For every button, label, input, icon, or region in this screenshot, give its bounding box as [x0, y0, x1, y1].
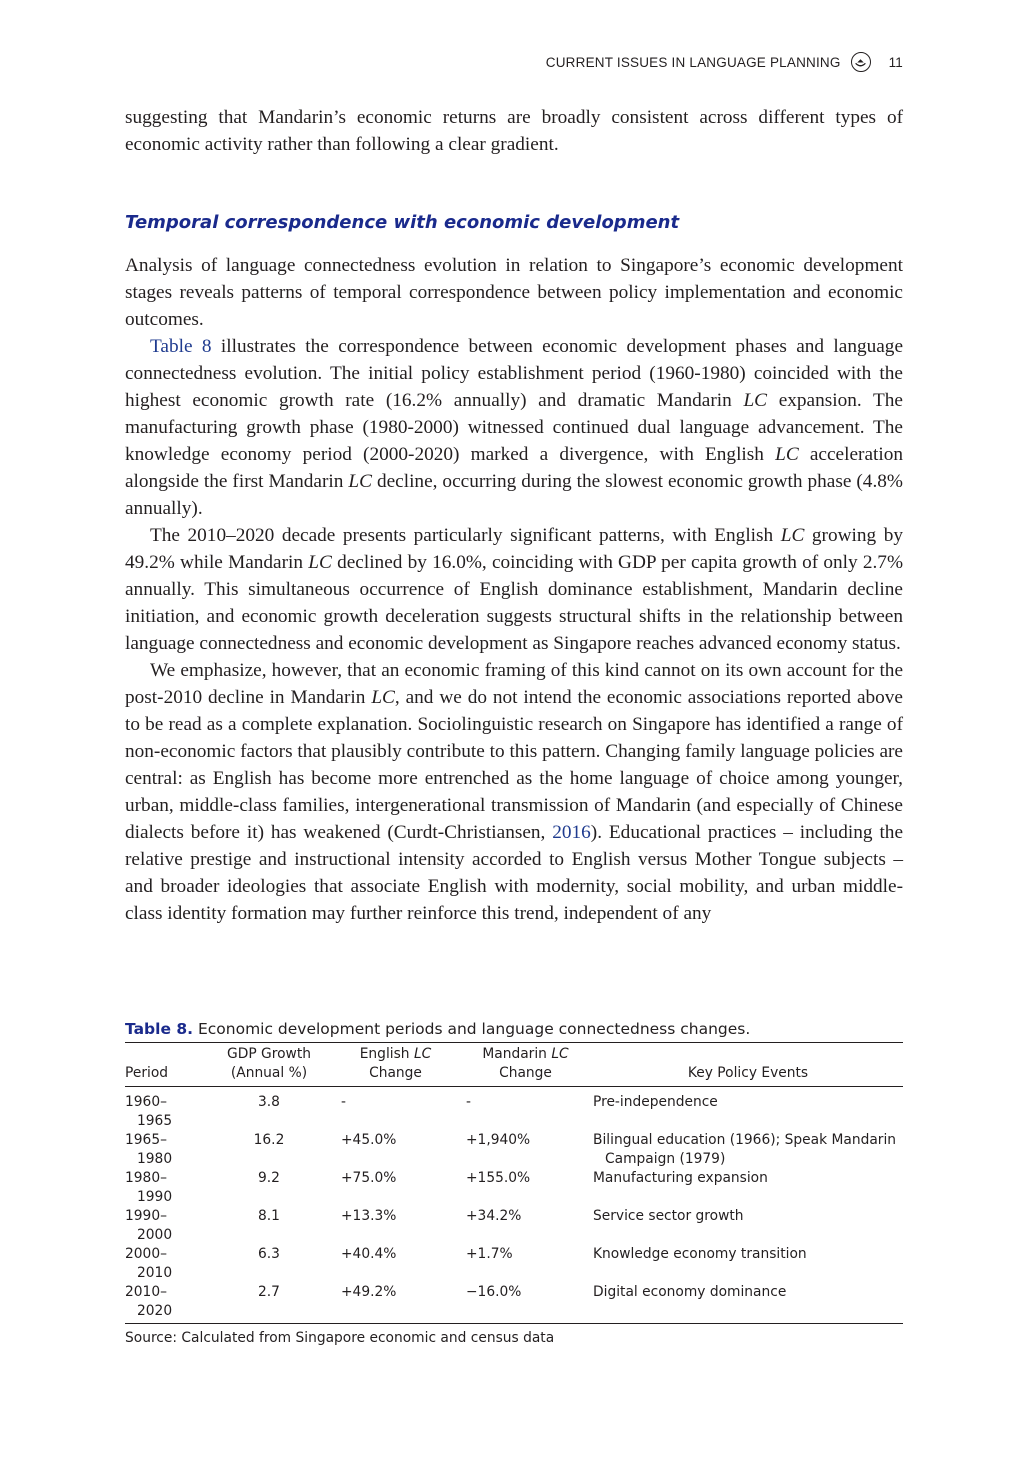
page-number: 11 [888, 54, 903, 70]
cell-period: 1990– 2000 [125, 1208, 173, 1243]
cell-gdp: 16.2 [253, 1132, 285, 1148]
cell-mandarin: - [466, 1094, 471, 1110]
section-body [125, 252, 903, 927]
cell-mandarin: +1.7% [466, 1246, 513, 1262]
cell-english: - [341, 1094, 346, 1110]
cell-mandarin: +1,940% [466, 1132, 531, 1148]
cell-gdp: 8.1 [258, 1208, 280, 1224]
cell-english: +75.0% [341, 1170, 397, 1186]
cell-gdp: 9.2 [258, 1170, 280, 1186]
table-row [125, 1207, 903, 1245]
table-row [125, 1245, 903, 1283]
section-heading: Temporal correspondence with economic development [125, 212, 680, 233]
header-period: Period [125, 1065, 169, 1081]
cell-key-events: Service sector growth [593, 1208, 744, 1224]
running-head [546, 52, 903, 72]
table-row [125, 1131, 903, 1169]
table-row [125, 1169, 903, 1207]
table-8 [125, 1020, 903, 1346]
paragraph-3: The 2010–2020 decade presents particularly significant patterns, with English LC growing by 49.2% while Mandarin LC declined by 16.0%, coinciding with GDP per capita growth of only 2.7% annually. This simultaneous occurrence of English dominance establishment, Mandarin decline initiation, and economic growth deceleration suggests structural shifts in the relationship between language connectedness and economic development as Singapore reaches advanced economy status. [125, 525, 904, 654]
table-source-note: Source: Calculated from Singapore economic and census data [125, 1330, 555, 1346]
header-key-events: Key Policy Events [687, 1065, 809, 1081]
table-header-row [125, 1043, 903, 1087]
paragraph-2: Table 8 illustrates the correspondence between economic development phases and language connectedness evolution. The initial policy establishment period (1960-1980) coincided with the highest economic growth rate (16.2% annually) and dramatic Mandarin LC expansion. The manufacturing growth phase (1980-2000) witnessed continued dual language advancement. The knowledge economy period (2000-2020) marked a divergence, with English LC acceleration alongside the first Mandarin LC decline, occurring during the slowest economic growth phase (4.8% annually). [125, 336, 903, 519]
cell-period: 2000– 2010 [125, 1246, 173, 1281]
header-english-lc: English LC Change [359, 1046, 432, 1081]
cell-mandarin: +155.0% [466, 1170, 531, 1186]
table-row [125, 1283, 903, 1324]
table-label: Table 8. [125, 1020, 194, 1038]
paragraph-4: We emphasize, however, that an economic framing of this kind cannot on its own account for the post-2010 decline in Mandarin LC, and we do not intend the economic associations reported above to be read as a complete explanation. Sociolinguistic research on Singapore has identified a range of non-economic factors that plausibly contribute to this pattern. Changing family language policies are central: as English has become more entrenched as the home language of choice among younger, urban, middle-class families, intergenerational transmission of Mandarin (and especially of Chinese dialects before it) has weakened (Curdt-Christiansen, 2016). Educational practices – including the relative prestige and instructional intensity accorded to English versus Mother Tongue subjects – and broader ideologies that associate English with modernity, social mobility, and urban middle-class identity formation may further reinforce this trend, independent of any [125, 660, 903, 924]
cell-gdp: 3.8 [258, 1094, 280, 1110]
cell-key-events: Bilingual education (1966); Speak Mandarin Campaign (1979) [593, 1132, 897, 1167]
data-table [125, 1042, 903, 1324]
table-caption: Table 8. Economic development periods and language connectedness changes. [125, 1020, 751, 1038]
journal-title: CURRENT ISSUES IN LANGUAGE PLANNING [545, 54, 841, 70]
cell-period: 2010– 2020 [125, 1284, 173, 1319]
cell-english: +49.2% [341, 1284, 397, 1300]
cell-english: +13.3% [341, 1208, 397, 1224]
cell-key-events: Knowledge economy transition [593, 1246, 807, 1262]
cell-period: 1965– 1980 [125, 1132, 173, 1167]
paragraph-1: Analysis of language connectedness evolution in relation to Singapore’s economic development stages reveals patterns of temporal correspondence between policy implementation and economic outcomes. [125, 255, 903, 330]
cell-english: +45.0% [341, 1132, 397, 1148]
cell-key-events: Manufacturing expansion [593, 1170, 768, 1186]
citation-2016-link[interactable]: 2016 [552, 822, 591, 843]
cell-key-events: Digital economy dominance [593, 1284, 787, 1300]
cell-period: 1980– 1990 [125, 1170, 173, 1205]
cell-gdp: 2.7 [258, 1284, 280, 1300]
cell-period: 1960– 1965 [125, 1094, 173, 1129]
table-row [125, 1087, 903, 1132]
cell-english: +40.4% [341, 1246, 397, 1262]
cell-key-events: Pre-independence [593, 1094, 718, 1110]
cell-gdp: 6.3 [258, 1246, 280, 1262]
table-8-link[interactable]: Table 8 [150, 336, 212, 357]
header-gdp: GDP Growth (Annual %) [227, 1046, 311, 1081]
cell-mandarin: +34.2% [466, 1208, 522, 1224]
cell-mandarin: −16.0% [466, 1284, 522, 1300]
paragraph-continued [125, 104, 903, 158]
paragraph-0: suggesting that Mandarin’s economic returns are broadly consistent across different types of economic activity rather than following a clear gradient. [125, 107, 903, 155]
publisher-logo-icon [851, 52, 871, 72]
header-mandarin-lc: Mandarin LC Change [482, 1046, 569, 1081]
